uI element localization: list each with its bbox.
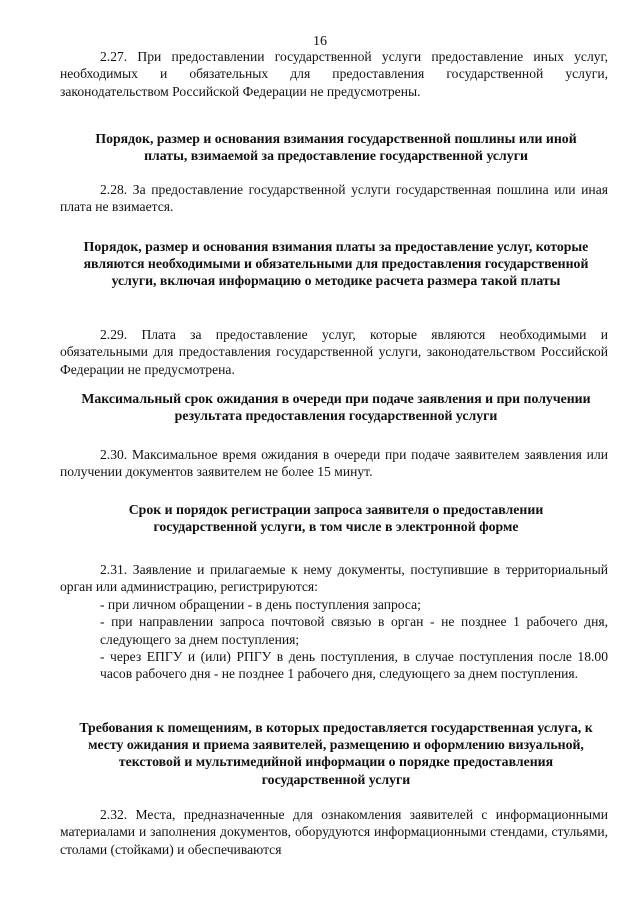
heading-registration: Срок и порядок регистрации запроса заявителя о предоставлении государственной услуги, в том числе в электронной форме [128, 502, 544, 535]
heading-queue-time: Максимальный срок ожидания в очереди при подаче заявления и при получении результата предоставления государственной услуги [81, 391, 591, 424]
heading-state-fee: Порядок, размер и основания взимания государственной пошлины или иной платы, взимаемой за предоставление государственной услуги [95, 131, 577, 164]
page-number: 16 [313, 34, 327, 49]
paragraph-2-28: 2.28. За предоставление государственной услуги государственная пошлина или иная плата не взимается. [60, 182, 608, 215]
paragraph-2-31-intro: 2.31. Заявление и прилагаемые к нему документы, поступившие в территориальный орган или администрацию, регистрируются: [60, 562, 608, 595]
list-item-epgu: - через ЕПГУ и (или) РПГУ в день поступления, в случае поступления после 18.00 часов рабочего дня - не позднее 1 рабочего дня, следующего за днем поступления. [100, 649, 608, 682]
heading-premises: Требования к помещениям, в которых предоставляется государственная услуга, к месту ожидания и приема заявителей, размещению и оформлению визуальной, текстовой и мультимедийной информации о порядке предоставления государственной услуги [79, 720, 593, 787]
paragraph-2-30: 2.30. Максимальное время ожидания в очереди при подаче заявителем заявления или получении документов заявителем не более 15 минут. [60, 447, 608, 480]
paragraph-2-32: 2.32. Места, предназначенные для ознакомления заявителей с информационными материалами и заполнения документов, оборудуются информационными стендами, стульями, столами (стойками) и обеспечиваются [60, 807, 608, 857]
list-item-personal: - при личном обращении - в день поступления запроса; [100, 596, 421, 612]
paragraph-2-31 [60, 561, 608, 683]
paragraph-2-29: 2.29. Плата за предоставление услуг, которые являются необходимыми и обязательными для предоставления государственной услуги, законодательством Российской Федерации не предусмотрена. [60, 327, 608, 377]
list-item-postal: - при направлении запроса почтовой связью в орган - не позднее 1 рабочего дня, следующего за днем поступления; [100, 614, 608, 647]
paragraph-2-27: 2.27. При предоставлении государственной услуги предоставление иных услуг, необходимых и обязательных для предоставления государственной услуги, законодательством Российской Федерации не предусмотрены. [60, 49, 608, 99]
heading-service-fee: Порядок, размер и основания взимания платы за предоставление услуг, которые являются необходимыми и обязательными для предоставления государственной услуги, включая информацию о методике расчета размера такой платы [83, 239, 589, 289]
